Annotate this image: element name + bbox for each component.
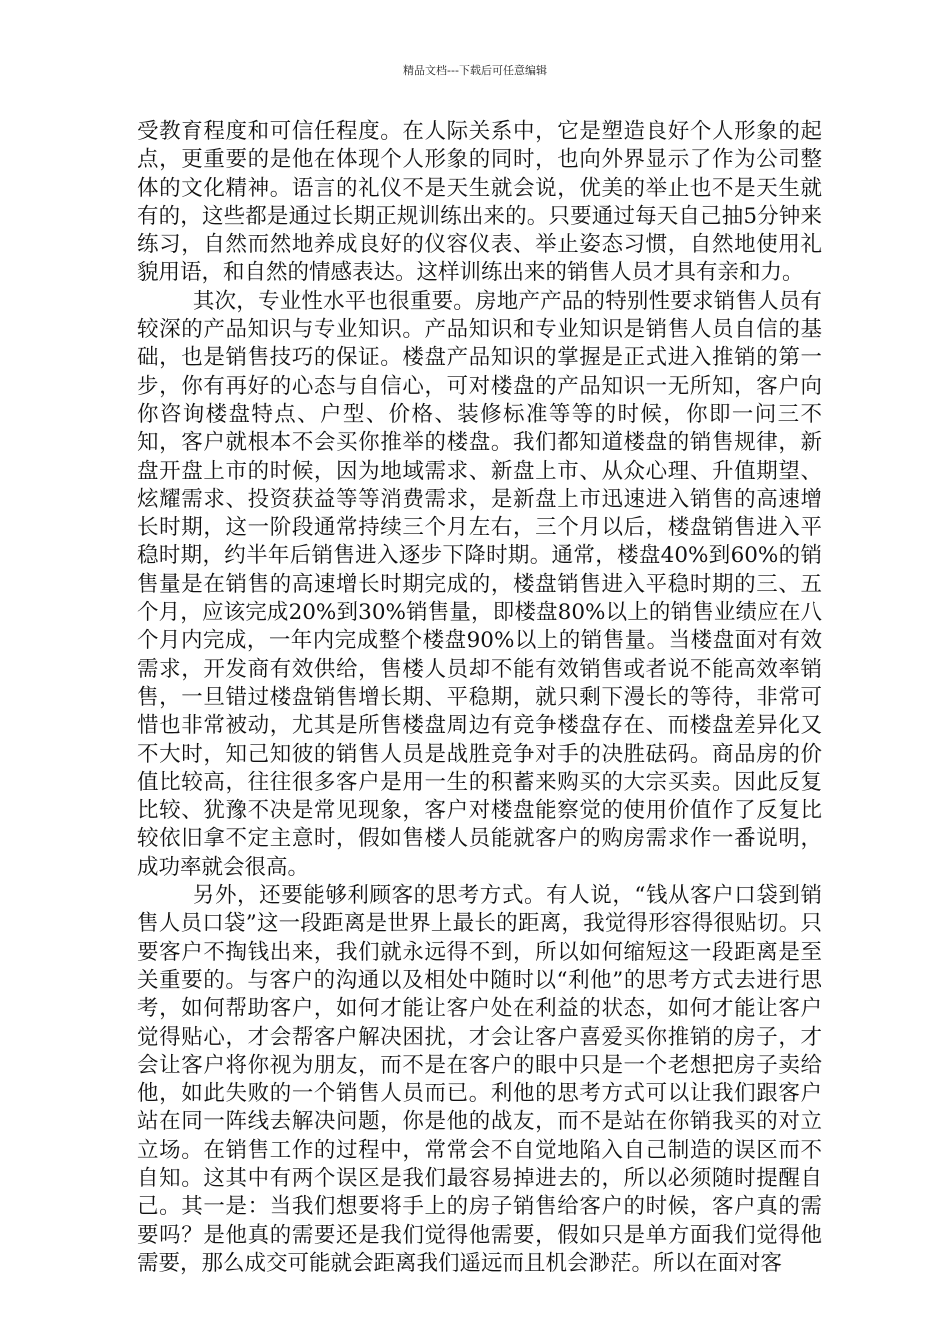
document-body: [137, 118, 822, 1278]
paragraph-2: 其次，专业性水平也很重要。房地产产品的特别性要求销售人员有较深的产品知识与专业知识。产品知识和专业知识是销售人员自信的基础，也是销售技巧的保证。楼盘产品知识的掌握是正式进入推销的第一步，你有再好的心态与自信心，可对楼盘的产品知识一无所知，客户向你咨询楼盘特点、户型、价格、装修标准等等的时候，你即一问三不知，客户就根本不会买你推举的楼盘。我们都知道楼盘的销售规律，新盘开盘上市的时候，因为地域需求、新盘上市、从众心理、升值期望、炫耀需求、投资获益等等消费需求，是新盘上市迅速进入销售的高速增长时期，这一阶段通常持续三个月左右，三个月以后，楼盘销售进入平稳时期，约半年后销售进入逐步下降时期。通常，楼盘40%到60%的销售量是在销售的高速增长时期完成的，楼盘销售进入平稳时期的三、五个月，应该完成20%到30%销售量，即楼盘80%以上的销售业绩应在八个月内完成，一年内完成整个楼盘90%以上的销售量。当楼盘面对有效需求，开发商有效供给，售楼人员却不能有效销售或者说不能高效率销售，一旦错过楼盘销售增长期、平稳期，就只剩下漫长的等待，非常可惜也非常被动，尤其是所售楼盘周边有竞争楼盘存在、而楼盘差异化又不大时，知己知彼的销售人员是战胜竞争对手的决胜砝码。商品房的价值比较高，往往很多客户是用一生的积蓄来购买的大宗买卖。因此反复比较、犹豫不决是常见现象，客户对楼盘能察觉的使用价值作了反复比较依旧拿不定主意时，假如售楼人员能就客户的购房需求作一番说明，成功率就会很高。: [137, 288, 822, 880]
page-header: 精品文档---下载后可任意编辑: [403, 64, 547, 77]
paragraph-3: 另外，还要能够利顾客的思考方式。有人说，“钱从客户口袋到销售人员口袋”这一段距离是世界上最长的距离，我觉得形容得很贴切。只要客户不掏钱出来，我们就永远得不到，所以如何缩短这一段距离是至关重要的。与客户的沟通以及相处中随时以“利他”的思考方式去进行思考，如何帮助客户，如何才能让客户处在利益的状态，如何才能让客户觉得贴心，才会帮客户解决困扰，才会让客户喜爱买你推销的房子，才会让客户将你视为朋友，而不是在客户的眼中只是一个老想把房子卖给他，如此失败的一个销售人员而已。利他的思考方式可以让我们跟客户站在同一阵线去解决问题，你是他的战友，而不是站在你销我买的对立立场。在销售工作的过程中，常常会不自觉地陷入自己制造的误区而不自知。这其中有两个误区是我们最容易掉进去的，所以必须随时提醒自己。其一是：当我们想要将手上的房子销售给客户的时候，客户真的需要吗？是他真的需要还是我们觉得他需要，假如只是单方面我们觉得他需要，那么成交可能就会距离我们遥远而且机会渺茫。所以在面对客: [137, 883, 822, 1276]
paragraph-1: 受教育程度和可信任程度。在人际关系中，它是塑造良好个人形象的起点，更重要的是他在体现个人形象的同时，也向外界显示了作为公司整体的文化精神。语言的礼仪不是天生就会说，优美的举止也不是天生就有的，这些都是通过长期正规训练出来的。只要通过每天自己抽5分钟来练习，自然而然地养成良好的仪容仪表、举止姿态习惯，自然地使用礼貌用语，和自然的情感表达。这样训练出来的销售人员才具有亲和力。: [137, 119, 822, 286]
